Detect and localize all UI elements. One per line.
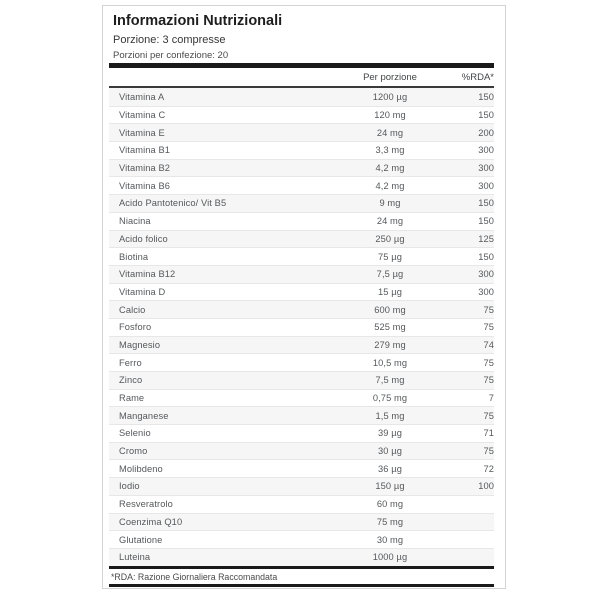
nutrient-amount: 24 mg — [376, 216, 404, 227]
table-row — [109, 548, 494, 566]
nutrient-amount: 150 µg — [375, 481, 405, 492]
nutrient-amount: 4,2 mg — [375, 180, 405, 191]
nutrient-name: Luteina — [119, 552, 151, 563]
table-row — [109, 265, 494, 283]
nutrient-name: Magnesio — [119, 339, 161, 350]
nutrient-name: Rame — [119, 393, 145, 404]
nutrient-rda-percent: 300 — [478, 163, 494, 174]
nutrient-rda-percent: 300 — [478, 180, 494, 191]
nutrient-rda-percent: 200 — [478, 127, 494, 138]
nutrient-name: Calcio — [119, 304, 146, 315]
nutrient-amount: 15 µg — [378, 286, 402, 297]
nutrient-amount: 1200 µg — [372, 91, 408, 102]
table-row — [109, 513, 494, 531]
nutrient-rda-percent: 150 — [478, 198, 494, 209]
nutrient-name: Coenzima Q10 — [119, 516, 183, 527]
nutrient-name: Niacina — [119, 216, 151, 227]
table-row — [109, 353, 494, 371]
table-row — [109, 406, 494, 424]
nutrient-amount: 250 µg — [375, 233, 405, 244]
table-row — [109, 123, 494, 141]
nutrient-amount: 36 µg — [378, 463, 402, 474]
nutrient-rda-percent: 300 — [478, 145, 494, 156]
nutrient-amount: 279 mg — [374, 339, 406, 350]
nutrient-rda-percent: 7 — [488, 393, 494, 404]
nutrient-amount: 24 mg — [376, 127, 404, 138]
nutrient-name: Vitamina E — [119, 127, 165, 138]
nutrient-amount: 0,75 mg — [372, 393, 408, 404]
table-row — [109, 194, 494, 212]
table-row — [109, 106, 494, 124]
nutrient-name: Resveratrolo — [119, 499, 173, 510]
table-row — [109, 424, 494, 442]
nutrient-rda-percent: 150 — [478, 110, 494, 121]
nutrient-rda-percent: 150 — [478, 216, 494, 227]
nutrient-amount: 7,5 µg — [376, 269, 404, 280]
nutrient-name: Cromo — [119, 446, 148, 457]
table-row — [109, 300, 494, 318]
table-row — [109, 212, 494, 230]
nutrient-name: Glutatione — [119, 534, 163, 545]
nutrient-name: Fosforo — [119, 322, 152, 333]
nutrient-amount: 60 mg — [376, 499, 404, 510]
nutrient-amount: 7,5 mg — [375, 375, 405, 386]
nutrient-amount: 30 mg — [376, 534, 404, 545]
nutrient-amount: 525 mg — [374, 322, 406, 333]
nutrient-rda-percent: 75 — [483, 410, 494, 421]
nutrient-rda-percent: 300 — [478, 269, 494, 280]
nutrient-rda-percent: 75 — [483, 357, 494, 368]
table-row — [109, 477, 494, 495]
nutrient-amount: 120 mg — [374, 110, 406, 121]
nutrient-name: Zinco — [119, 375, 143, 386]
nutrient-name: Vitamina B12 — [119, 269, 176, 280]
nutrient-name: Selenio — [119, 428, 151, 439]
rda-footnote: *RDA: Razione Giornaliera Raccomandata — [111, 571, 278, 582]
nutrient-name: Vitamina C — [119, 110, 166, 121]
nutrient-amount: 39 µg — [378, 428, 402, 439]
nutrient-name: Manganese — [119, 410, 169, 421]
nutrient-name: Vitamina D — [119, 286, 166, 297]
nutrient-name: Acido folico — [119, 233, 168, 244]
nutrient-rda-percent: 150 — [478, 251, 494, 262]
table-row — [109, 176, 494, 194]
table-row — [109, 336, 494, 354]
serving-size-line: Porzione: 3 compresse — [113, 34, 226, 46]
nutrient-rda-percent: 100 — [478, 481, 494, 492]
table-row — [109, 141, 494, 159]
table-header-row — [109, 68, 494, 88]
table-row — [109, 247, 494, 265]
table-row — [109, 230, 494, 248]
nutrient-name: Vitamina A — [119, 91, 165, 102]
nutrient-amount: 4,2 mg — [375, 163, 405, 174]
nutrient-amount: 75 µg — [378, 251, 402, 262]
table-row — [109, 159, 494, 177]
table-row — [109, 530, 494, 548]
table-body — [109, 88, 494, 566]
nutrient-amount: 1,5 mg — [375, 410, 405, 421]
nutrient-amount: 30 µg — [378, 446, 402, 457]
nutrient-name: Acido Pantotenico/ Vit B5 — [119, 198, 227, 209]
column-header-per-serving: Per porzione — [363, 71, 417, 83]
nutrient-name: Iodio — [119, 481, 140, 492]
page-title: Informazioni Nutrizionali — [113, 13, 283, 29]
nutrition-facts-card — [102, 5, 506, 589]
nutrient-amount: 3,3 mg — [375, 145, 405, 156]
nutrient-amount: 9 mg — [379, 198, 401, 209]
nutrient-name: Biotina — [119, 251, 149, 262]
table-row — [109, 459, 494, 477]
nutrient-rda-percent: 74 — [483, 339, 494, 350]
column-header-rda: %RDA* — [461, 71, 494, 83]
nutrient-rda-percent: 300 — [478, 286, 494, 297]
table-row — [109, 88, 494, 106]
servings-per-pack-line: Porzioni per confezione: 20 — [113, 50, 229, 61]
table-row — [109, 318, 494, 336]
nutrient-name: Vitamina B1 — [119, 145, 171, 156]
nutrient-rda-percent: 125 — [478, 233, 494, 244]
nutrient-rda-percent: 75 — [483, 304, 494, 315]
nutrient-name: Vitamina B2 — [119, 163, 171, 174]
table-row — [109, 495, 494, 513]
nutrient-name: Molibdeno — [119, 463, 163, 474]
nutrient-rda-percent: 71 — [483, 428, 494, 439]
nutrient-rda-percent: 72 — [483, 463, 494, 474]
footnote-bottom-divider — [109, 584, 494, 587]
nutrient-rda-percent: 75 — [483, 375, 494, 386]
nutrient-name: Vitamina B6 — [119, 180, 171, 191]
table-row — [109, 371, 494, 389]
nutrient-rda-percent: 150 — [478, 91, 494, 102]
nutrient-amount: 10,5 mg — [372, 357, 408, 368]
table-row — [109, 283, 494, 301]
nutrient-rda-percent: 75 — [483, 322, 494, 333]
table-row — [109, 389, 494, 407]
nutrient-name: Ferro — [119, 357, 142, 368]
nutrient-rda-percent: 75 — [483, 446, 494, 457]
nutrition-table — [109, 68, 494, 566]
table-row — [109, 442, 494, 460]
nutrient-amount: 1000 µg — [372, 552, 408, 563]
nutrient-amount: 600 mg — [374, 304, 406, 315]
nutrient-amount: 75 mg — [376, 516, 404, 527]
